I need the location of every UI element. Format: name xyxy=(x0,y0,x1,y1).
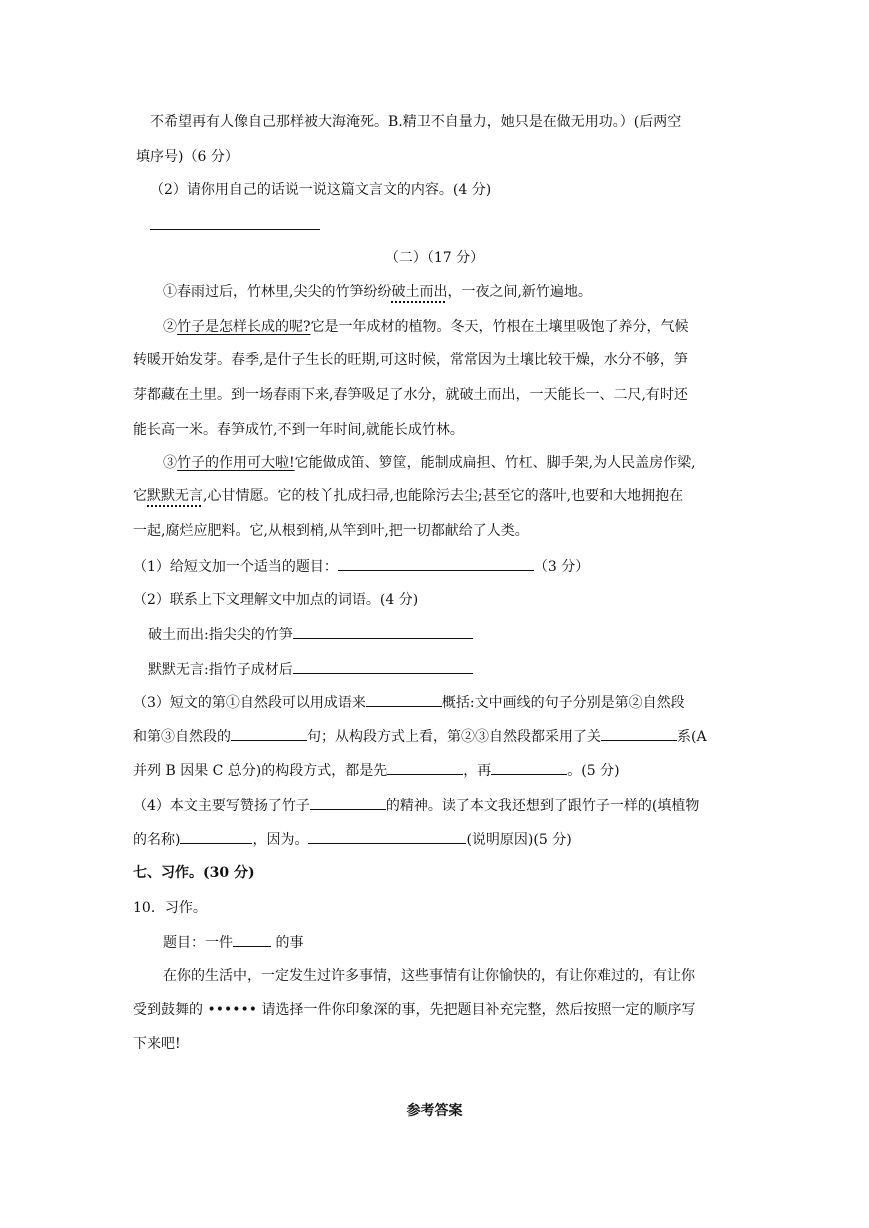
text-line: 不希望再有人像自己那样被大海淹死。B.精卫不自量力，她只是在做无用功。）(后两空 xyxy=(150,114,682,130)
text-line: 和第③自然段的 句；从构段方式上看，第②③自然段都采用了关 系(A xyxy=(133,726,707,747)
answer-blank[interactable] xyxy=(231,726,307,741)
text-line: 一起,腐烂应肥料。它,从根到梢,从竿到叶,把一切都献给了人类。 xyxy=(133,523,529,539)
answer-blank[interactable] xyxy=(387,760,463,775)
paragraph-3: ③竹子的作用可大啦!它能做成笛、箩筐，能制成扁担、竹杠、脚手架,为人民盖房作梁, xyxy=(163,455,696,471)
question-1: （1）给短文加一个适当的题目： （3 分） xyxy=(133,556,589,577)
text-line: 受到鼓舞的 •••••• 请选择一件你印象深的事，先把题目补充完整，然后按照一定的顺序写 xyxy=(133,1002,696,1018)
question-2-item: 默默无言:指竹子成材后 xyxy=(148,659,473,680)
answer-blank[interactable] xyxy=(338,556,534,571)
answer-blank[interactable] xyxy=(293,659,473,674)
answer-blank[interactable] xyxy=(150,229,320,230)
section-heading: （二）（17 分） xyxy=(384,250,485,266)
paragraph-2: ②竹子是怎样长成的呢?它是一年成材的植物。冬天，竹根在土壤里吸饱了养分，气候 xyxy=(163,319,689,335)
dotted-word: 破土而出 xyxy=(391,284,448,300)
answer-blank[interactable] xyxy=(366,692,442,707)
dotted-word: 默默无言 xyxy=(147,488,203,504)
essay-title: 题目：一件 的事 xyxy=(163,932,303,953)
question-3: （3）短文的第①自然段可以用成语来 概括:文中画线的句子分别是第②自然段 xyxy=(133,692,685,713)
section-heading: 七、习作。(30 分) xyxy=(133,865,255,881)
text-line: 它默默无言,心甘情愿。它的枝丫扎成扫帚,也能除污去尘;甚至它的落叶,也要和大地拥抱在 xyxy=(133,488,684,504)
answer-blank[interactable] xyxy=(293,624,473,639)
answer-blank[interactable] xyxy=(308,829,466,844)
answer-blank[interactable] xyxy=(310,795,386,810)
underlined-sentence: 竹子是怎样长成的呢? xyxy=(177,319,311,335)
answer-blank[interactable] xyxy=(491,760,567,775)
question-10: 10．习作。 xyxy=(133,900,207,916)
answer-blank[interactable] xyxy=(601,726,677,741)
text-line: 下来吧! xyxy=(133,1036,181,1052)
text-line: 的名称) ，因为。 (说明原因)(5 分) xyxy=(133,829,572,850)
answers-heading: 参考答案 xyxy=(406,1103,463,1119)
text-line: 在你的生活中，一定发生过许多事情，这些事情有让你愉快的，有让你难过的，有让你 xyxy=(163,968,695,984)
question-4: （4）本文主要写赞扬了竹子 的精神。读了本文我还想到了跟竹子一样的(填植物 xyxy=(133,795,699,816)
paragraph-1: ①春雨过后，竹林里,尖尖的竹笋纷纷破土而出，一夜之间,新竹遍地。 xyxy=(163,284,592,300)
question-2: （2）联系上下文理解文中加点的词语。(4 分) xyxy=(133,592,419,608)
text-line: 芽都藏在土里。到一场春雨下来,春笋吸足了水分，就破土而出，一天能长一、二尺,有时还 xyxy=(133,387,688,403)
question-2-item: 破土而出:指尖尖的竹笋 xyxy=(148,624,473,645)
text-line: 能长高一米。春笋成竹,不到一年时间,就能长成竹林。 xyxy=(133,422,464,438)
question-text: （2）请你用自己的话说一说这篇文言文的内容。(4 分) xyxy=(150,182,492,198)
text-line: 并列 B 因果 C 总分)的构段方式，都是先 ，再 。(5 分) xyxy=(133,760,620,781)
answer-blank[interactable] xyxy=(180,829,252,844)
answer-blank[interactable] xyxy=(233,932,271,947)
underlined-sentence: 竹子的作用可大啦! xyxy=(177,455,295,471)
text-line: 转暖开始发芽。春季,是什子生长的旺期,可这时候，常常因为土壤比较干燥，水分不够，笋 xyxy=(133,352,688,368)
text-line: 填序号)（6 分） xyxy=(136,149,239,165)
